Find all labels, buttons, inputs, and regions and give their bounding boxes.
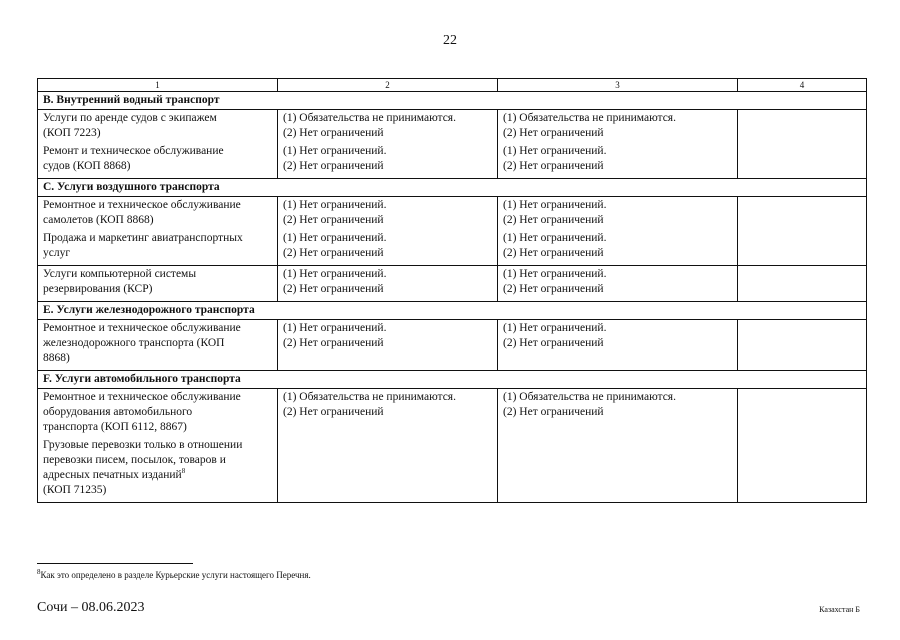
sector-cell bbox=[38, 320, 278, 371]
entry-block bbox=[43, 111, 272, 141]
header-col-3: 3 bbox=[498, 79, 738, 92]
column-2-cell bbox=[278, 320, 498, 371]
limitation-text-line bbox=[283, 321, 492, 336]
limitation-text-line bbox=[503, 213, 732, 228]
entry-block bbox=[503, 267, 732, 297]
footnote-reference: 8 bbox=[181, 467, 186, 476]
table-row bbox=[38, 266, 867, 302]
text: (1) Обязательства не принимаются. bbox=[283, 391, 456, 403]
sector-text-line bbox=[43, 321, 272, 336]
text: железнодорожного транспорта (КОП bbox=[43, 337, 225, 349]
column-4-cell bbox=[738, 320, 867, 371]
table-header-row bbox=[38, 79, 867, 92]
text: самолетов (КОП 8868) bbox=[43, 214, 154, 226]
section-row bbox=[38, 371, 867, 389]
limitation-text-line bbox=[503, 321, 732, 336]
entry-block bbox=[283, 198, 492, 228]
limitation-text-line bbox=[503, 126, 732, 141]
column-4-cell bbox=[738, 389, 867, 503]
text: (КОП 7223) bbox=[43, 127, 101, 139]
sector-text-line bbox=[43, 351, 272, 366]
text: Ремонт и техническое обслуживание bbox=[43, 145, 224, 157]
sector-cell bbox=[38, 197, 278, 266]
text: Грузовые перевозки только в отношении bbox=[43, 439, 243, 451]
limitation-text-line bbox=[283, 246, 492, 261]
section-title: F. Услуги автомобильного транспорта bbox=[38, 371, 867, 389]
sector-text-line bbox=[43, 159, 272, 174]
sector-text-line bbox=[43, 144, 272, 159]
sector-text-line bbox=[43, 468, 272, 483]
text: (1) Обязательства не принимаются. bbox=[503, 112, 676, 124]
sector-text-line bbox=[43, 213, 272, 228]
entry-block bbox=[283, 144, 492, 174]
footnote-marker: 8 bbox=[37, 568, 41, 576]
limitation-text-line bbox=[503, 144, 732, 159]
text: (2) Нет ограничений bbox=[503, 406, 604, 418]
limitation-text-line bbox=[503, 405, 732, 420]
text: (2) Нет ограничений bbox=[503, 337, 604, 349]
entry-block bbox=[283, 111, 492, 141]
sector-text-line bbox=[43, 405, 272, 420]
text: адресных печатных изданий bbox=[43, 469, 182, 481]
footnote-text: Как это определено в разделе Курьерские услуги настоящего Перечня. bbox=[40, 570, 311, 580]
entry-block bbox=[283, 231, 492, 261]
sector-text-line bbox=[43, 483, 272, 498]
text: (1) Нет ограничений. bbox=[503, 322, 607, 334]
entry-block bbox=[283, 321, 492, 351]
sector-text-line bbox=[43, 390, 272, 405]
limitation-text-line bbox=[503, 336, 732, 351]
footnote bbox=[37, 568, 311, 580]
limitation-text-line bbox=[503, 159, 732, 174]
sector-text-line bbox=[43, 246, 272, 261]
column-4-cell bbox=[738, 110, 867, 179]
text: (1) Нет ограничений. bbox=[283, 145, 387, 157]
column-3-cell bbox=[498, 389, 738, 503]
sector-cell bbox=[38, 110, 278, 179]
text: (2) Нет ограничений bbox=[283, 337, 384, 349]
sector-cell bbox=[38, 389, 278, 503]
entry-block bbox=[503, 111, 732, 141]
sector-cell bbox=[38, 266, 278, 302]
text: резервирования (КСР) bbox=[43, 283, 153, 295]
limitation-text-line bbox=[283, 126, 492, 141]
section-row bbox=[38, 179, 867, 197]
column-2-cell bbox=[278, 197, 498, 266]
limitation-text-line bbox=[283, 198, 492, 213]
entry-block bbox=[503, 321, 732, 351]
column-2-cell bbox=[278, 110, 498, 179]
text: (1) Нет ограничений. bbox=[283, 322, 387, 334]
text: 8868) bbox=[43, 352, 70, 364]
entry-block bbox=[43, 231, 272, 261]
column-2-cell bbox=[278, 389, 498, 503]
text: перевозки писем, посылок, товаров и bbox=[43, 454, 226, 466]
entry-block bbox=[503, 198, 732, 228]
text: (2) Нет ограничений bbox=[283, 160, 384, 172]
section-row bbox=[38, 302, 867, 320]
section-title: C. Услуги воздушного транспорта bbox=[38, 179, 867, 197]
text: (2) Нет ограничений bbox=[283, 247, 384, 259]
limitation-text-line bbox=[283, 111, 492, 126]
limitation-text-line bbox=[283, 144, 492, 159]
section-title: E. Услуги железнодорожного транспорта bbox=[38, 302, 867, 320]
limitation-text-line bbox=[283, 405, 492, 420]
text: (1) Обязательства не принимаются. bbox=[283, 112, 456, 124]
entry-block bbox=[503, 423, 732, 438]
text: (2) Нет ограничений bbox=[503, 160, 604, 172]
table-body bbox=[38, 92, 867, 503]
table-row bbox=[38, 197, 867, 266]
text: (1) Нет ограничений. bbox=[503, 145, 607, 157]
column-3-cell bbox=[498, 110, 738, 179]
text: Ремонтное и техническое обслуживание bbox=[43, 322, 241, 334]
text: (1) Нет ограничений. bbox=[283, 268, 387, 280]
sector-text-line bbox=[43, 198, 272, 213]
text: (2) Нет ограничений bbox=[503, 283, 604, 295]
text: (1) Нет ограничений. bbox=[283, 232, 387, 244]
text: (2) Нет ограничений bbox=[503, 214, 604, 226]
limitation-text-line bbox=[503, 390, 732, 405]
sector-text-line bbox=[43, 282, 272, 297]
limitation-text-line bbox=[283, 390, 492, 405]
text: (1) Нет ограничений. bbox=[283, 199, 387, 211]
text: (2) Нет ограничений bbox=[503, 247, 604, 259]
limitation-text-line bbox=[503, 111, 732, 126]
limitation-text-line bbox=[283, 213, 492, 228]
limitation-text-line bbox=[283, 159, 492, 174]
sector-text-line bbox=[43, 453, 272, 468]
limitation-text-line bbox=[283, 336, 492, 351]
text: услуг bbox=[43, 247, 71, 259]
text: (1) Нет ограничений. bbox=[503, 199, 607, 211]
text: (1) Нет ограничений. bbox=[503, 268, 607, 280]
header-col-4: 4 bbox=[738, 79, 867, 92]
column-2-cell bbox=[278, 266, 498, 302]
text: Продажа и маркетинг авиатранспортных bbox=[43, 232, 243, 244]
entry-block bbox=[43, 321, 272, 366]
limitation-text-line bbox=[503, 198, 732, 213]
entry-block bbox=[43, 267, 272, 297]
column-3-cell bbox=[498, 266, 738, 302]
limitation-text-line bbox=[503, 231, 732, 246]
entry-block bbox=[283, 390, 492, 420]
text: Ремонтное и техническое обслуживание bbox=[43, 391, 241, 403]
text: (2) Нет ограничений bbox=[283, 406, 384, 418]
column-4-cell bbox=[738, 266, 867, 302]
table-row bbox=[38, 389, 867, 503]
text: судов (КОП 8868) bbox=[43, 160, 131, 172]
header-col-1: 1 bbox=[38, 79, 278, 92]
entry-block bbox=[503, 144, 732, 174]
text: оборудования автомобильного bbox=[43, 406, 193, 418]
sector-text-line bbox=[43, 420, 272, 435]
sector-text-line bbox=[43, 231, 272, 246]
page-number: 22 bbox=[443, 33, 457, 48]
text: (КОП 71235) bbox=[43, 484, 107, 496]
text: Услуги по аренде судов с экипажем bbox=[43, 112, 217, 124]
text: (1) Нет ограничений. bbox=[503, 232, 607, 244]
text: (2) Нет ограничений bbox=[283, 214, 384, 226]
sector-text-line bbox=[43, 111, 272, 126]
sector-text-line bbox=[43, 126, 272, 141]
limitation-text-line bbox=[283, 282, 492, 297]
text: (2) Нет ограничений bbox=[283, 127, 384, 139]
column-3-cell bbox=[498, 197, 738, 266]
footer-place-date: Сочи – 08.06.2023 bbox=[37, 600, 145, 615]
text: (2) Нет ограничений bbox=[503, 127, 604, 139]
limitation-text-line bbox=[503, 267, 732, 282]
limitation-text-line bbox=[283, 267, 492, 282]
entry-block bbox=[43, 438, 272, 498]
column-3-cell bbox=[498, 320, 738, 371]
column-4-cell bbox=[738, 197, 867, 266]
footnote-divider bbox=[37, 563, 193, 564]
entry-block bbox=[283, 267, 492, 297]
schedule-table bbox=[37, 78, 867, 503]
section-row bbox=[38, 92, 867, 110]
entry-block bbox=[283, 423, 492, 438]
text: (1) Обязательства не принимаются. bbox=[503, 391, 676, 403]
sector-text-line bbox=[43, 336, 272, 351]
text: Услуги компьютерной системы bbox=[43, 268, 197, 280]
text: (2) Нет ограничений bbox=[283, 283, 384, 295]
limitation-text-line bbox=[503, 282, 732, 297]
entry-block bbox=[503, 231, 732, 261]
entry-block bbox=[43, 144, 272, 174]
header-col-2: 2 bbox=[278, 79, 498, 92]
entry-block bbox=[43, 198, 272, 228]
sector-text-line bbox=[43, 267, 272, 282]
limitation-text-line bbox=[283, 231, 492, 246]
text: Ремонтное и техническое обслуживание bbox=[43, 199, 241, 211]
table-row bbox=[38, 320, 867, 371]
sector-text-line bbox=[43, 438, 272, 453]
entry-block bbox=[503, 390, 732, 420]
limitation-text-line bbox=[503, 246, 732, 261]
footer-document-id: Казахстан Б bbox=[819, 605, 860, 614]
section-title: B. Внутренний водный транспорт bbox=[38, 92, 867, 110]
entry-block bbox=[43, 390, 272, 435]
text: транспорта (КОП 6112, 8867) bbox=[43, 421, 187, 433]
table-row bbox=[38, 110, 867, 179]
